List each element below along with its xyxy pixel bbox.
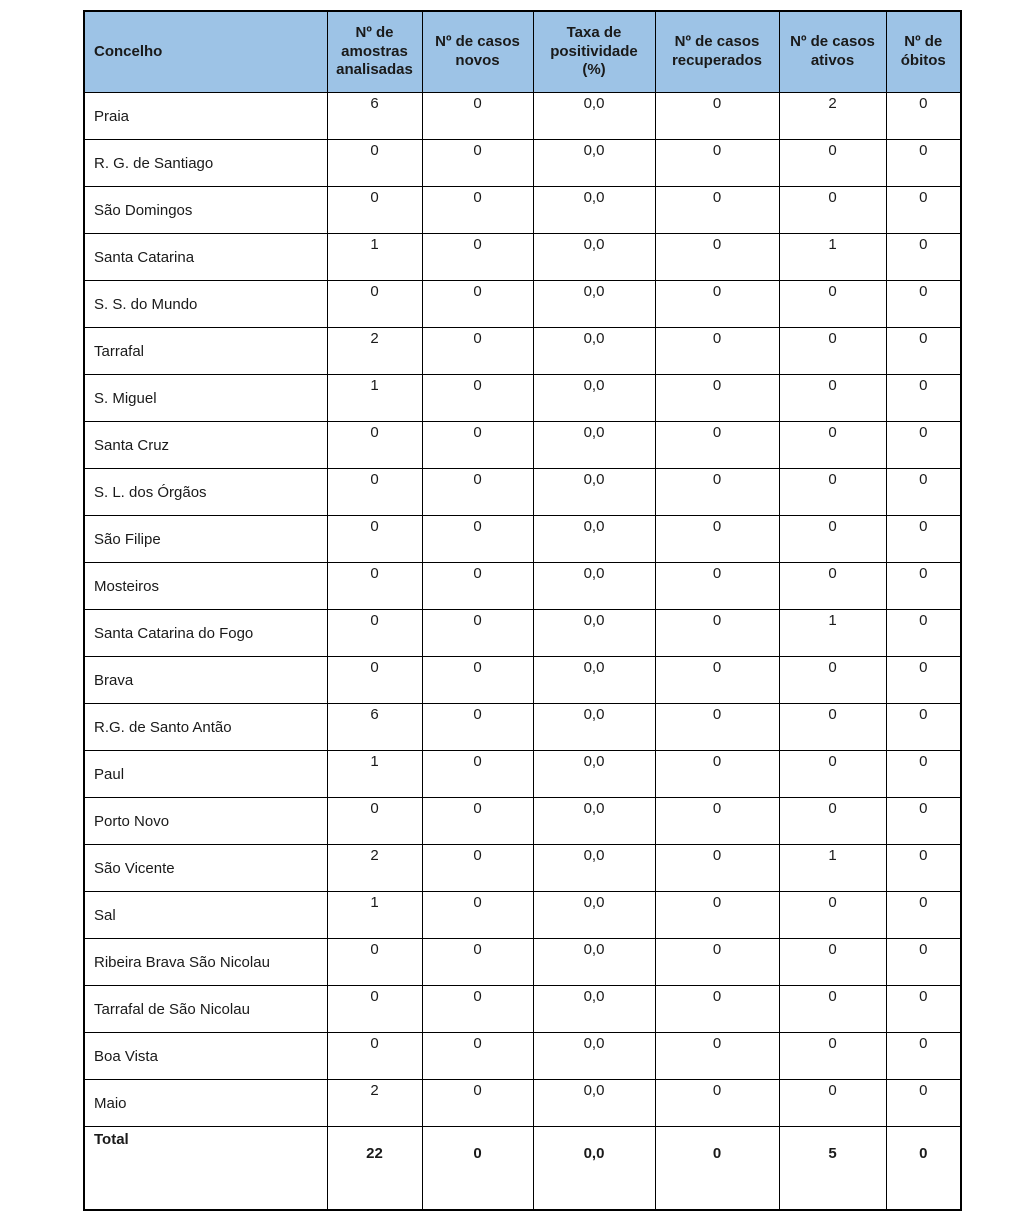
ativos-cell: 0: [779, 751, 886, 798]
obitos-cell: 0: [886, 422, 961, 469]
recuperados-cell: 0: [655, 704, 779, 751]
concelhos-covid-table: [83, 10, 962, 1211]
novos-cell: 0: [422, 140, 533, 187]
amostras-cell: 6: [327, 704, 422, 751]
concelho-cell: S. L. dos Órgãos: [84, 469, 327, 516]
obitos-cell: 0: [886, 93, 961, 140]
novos-cell: 0: [422, 187, 533, 234]
table-row: [84, 1080, 961, 1127]
obitos-cell: 0: [886, 328, 961, 375]
recuperados-cell: 0: [655, 751, 779, 798]
concelho-cell: S. S. do Mundo: [84, 281, 327, 328]
amostras-cell: 0: [327, 469, 422, 516]
novos-cell: 0: [422, 93, 533, 140]
obitos-cell: 0: [886, 610, 961, 657]
recuperados-cell: 0: [655, 1033, 779, 1080]
taxa-cell: 0,0: [533, 422, 655, 469]
amostras-cell: 0: [327, 939, 422, 986]
novos-cell: 0: [422, 657, 533, 704]
novos-cell: 0: [422, 986, 533, 1033]
concelho-cell: Boa Vista: [84, 1033, 327, 1080]
recuperados-cell: 0: [655, 939, 779, 986]
recuperados-cell: 0: [655, 93, 779, 140]
ativos-cell: 0: [779, 187, 886, 234]
total-row: [84, 1127, 961, 1211]
obitos-cell: 0: [886, 657, 961, 704]
table-row: [84, 939, 961, 986]
table-row: [84, 469, 961, 516]
ativos-cell: 0: [779, 1033, 886, 1080]
table-row: [84, 657, 961, 704]
table-row: [84, 281, 961, 328]
amostras-cell: 0: [327, 657, 422, 704]
concelho-cell: Ribeira Brava São Nicolau: [84, 939, 327, 986]
table-row: [84, 328, 961, 375]
table-row: [84, 422, 961, 469]
ativos-cell: 0: [779, 939, 886, 986]
concelho-cell: São Filipe: [84, 516, 327, 563]
table-row: [84, 375, 961, 422]
obitos-cell: 0: [886, 704, 961, 751]
recuperados-cell: 0: [655, 1127, 779, 1211]
amostras-cell: 0: [327, 516, 422, 563]
novos-cell: 0: [422, 516, 533, 563]
novos-cell: 0: [422, 798, 533, 845]
ativos-cell: 1: [779, 234, 886, 281]
taxa-cell: 0,0: [533, 187, 655, 234]
taxa-cell: 0,0: [533, 986, 655, 1033]
amostras-cell: 0: [327, 281, 422, 328]
obitos-cell: 0: [886, 469, 961, 516]
col-header-recuperados: Nº de casos recuperados: [655, 11, 779, 93]
taxa-cell: 0,0: [533, 657, 655, 704]
obitos-cell: 0: [886, 986, 961, 1033]
ativos-cell: 0: [779, 704, 886, 751]
table-row: [84, 1033, 961, 1080]
novos-cell: 0: [422, 845, 533, 892]
obitos-cell: 0: [886, 1033, 961, 1080]
recuperados-cell: 0: [655, 422, 779, 469]
obitos-cell: 0: [886, 892, 961, 939]
taxa-cell: 0,0: [533, 892, 655, 939]
novos-cell: 0: [422, 1033, 533, 1080]
taxa-cell: 0,0: [533, 328, 655, 375]
recuperados-cell: 0: [655, 610, 779, 657]
table-row: [84, 516, 961, 563]
ativos-cell: 0: [779, 469, 886, 516]
novos-cell: 0: [422, 939, 533, 986]
table-row: [84, 234, 961, 281]
col-header-amostras: Nº de amostras analisadas: [327, 11, 422, 93]
taxa-cell: 0,0: [533, 939, 655, 986]
recuperados-cell: 0: [655, 469, 779, 516]
table-row: [84, 140, 961, 187]
novos-cell: 0: [422, 281, 533, 328]
amostras-cell: 6: [327, 93, 422, 140]
recuperados-cell: 0: [655, 986, 779, 1033]
col-header-concelho: Concelho: [84, 11, 327, 93]
amostras-cell: 0: [327, 187, 422, 234]
novos-cell: 0: [422, 563, 533, 610]
obitos-cell: 0: [886, 798, 961, 845]
amostras-cell: 2: [327, 1080, 422, 1127]
taxa-cell: 0,0: [533, 375, 655, 422]
recuperados-cell: 0: [655, 328, 779, 375]
ativos-cell: 0: [779, 140, 886, 187]
ativos-cell: 1: [779, 845, 886, 892]
concelho-cell: Praia: [84, 93, 327, 140]
ativos-cell: 0: [779, 422, 886, 469]
concelho-cell: Porto Novo: [84, 798, 327, 845]
taxa-cell: 0,0: [533, 798, 655, 845]
taxa-cell: 0,0: [533, 610, 655, 657]
amostras-cell: 1: [327, 375, 422, 422]
concelho-cell: R. G. de Santiago: [84, 140, 327, 187]
novos-cell: 0: [422, 610, 533, 657]
ativos-cell: 0: [779, 657, 886, 704]
novos-cell: 0: [422, 892, 533, 939]
obitos-cell: 0: [886, 187, 961, 234]
novos-cell: 0: [422, 1080, 533, 1127]
concelho-cell: S. Miguel: [84, 375, 327, 422]
recuperados-cell: 0: [655, 657, 779, 704]
ativos-cell: 0: [779, 563, 886, 610]
recuperados-cell: 0: [655, 234, 779, 281]
ativos-cell: 5: [779, 1127, 886, 1211]
obitos-cell: 0: [886, 281, 961, 328]
obitos-cell: 0: [886, 751, 961, 798]
novos-cell: 0: [422, 328, 533, 375]
concelho-cell: São Vicente: [84, 845, 327, 892]
table-row: [84, 986, 961, 1033]
obitos-cell: 0: [886, 563, 961, 610]
recuperados-cell: 0: [655, 516, 779, 563]
taxa-cell: 0,0: [533, 93, 655, 140]
concelho-cell: Tarrafal de São Nicolau: [84, 986, 327, 1033]
novos-cell: 0: [422, 422, 533, 469]
novos-cell: 0: [422, 704, 533, 751]
recuperados-cell: 0: [655, 375, 779, 422]
table-row: [84, 892, 961, 939]
novos-cell: 0: [422, 751, 533, 798]
col-header-casos-novos: Nº de casos novos: [422, 11, 533, 93]
concelho-cell: R.G. de Santo Antão: [84, 704, 327, 751]
amostras-cell: 1: [327, 234, 422, 281]
amostras-cell: 0: [327, 1033, 422, 1080]
ativos-cell: 0: [779, 986, 886, 1033]
recuperados-cell: 0: [655, 1080, 779, 1127]
amostras-cell: 0: [327, 798, 422, 845]
ativos-cell: 0: [779, 798, 886, 845]
taxa-cell: 0,0: [533, 516, 655, 563]
taxa-cell: 0,0: [533, 1033, 655, 1080]
amostras-cell: 0: [327, 422, 422, 469]
table-row: [84, 563, 961, 610]
amostras-cell: 2: [327, 328, 422, 375]
concelho-cell: Paul: [84, 751, 327, 798]
ativos-cell: 0: [779, 328, 886, 375]
col-header-ativos: Nº de casos ativos: [779, 11, 886, 93]
recuperados-cell: 0: [655, 140, 779, 187]
concelho-cell: Maio: [84, 1080, 327, 1127]
amostras-cell: 0: [327, 563, 422, 610]
novos-cell: 0: [422, 375, 533, 422]
recuperados-cell: 0: [655, 798, 779, 845]
ativos-cell: 0: [779, 1080, 886, 1127]
concelho-cell: São Domingos: [84, 187, 327, 234]
obitos-cell: 0: [886, 845, 961, 892]
concelho-cell: Brava: [84, 657, 327, 704]
obitos-cell: 0: [886, 516, 961, 563]
taxa-cell: 0,0: [533, 751, 655, 798]
col-header-obitos: Nº de óbitos: [886, 11, 961, 93]
recuperados-cell: 0: [655, 892, 779, 939]
ativos-cell: 2: [779, 93, 886, 140]
taxa-cell: 0,0: [533, 281, 655, 328]
taxa-cell: 0,0: [533, 1127, 655, 1211]
amostras-cell: 2: [327, 845, 422, 892]
novos-cell: 0: [422, 234, 533, 281]
table-row: [84, 751, 961, 798]
amostras-cell: 22: [327, 1127, 422, 1211]
amostras-cell: 0: [327, 986, 422, 1033]
col-header-taxa-positividade: Taxa de positividade (%): [533, 11, 655, 93]
obitos-cell: 0: [886, 1127, 961, 1211]
amostras-cell: 1: [327, 892, 422, 939]
ativos-cell: 0: [779, 892, 886, 939]
taxa-cell: 0,0: [533, 234, 655, 281]
taxa-cell: 0,0: [533, 469, 655, 516]
header-row: [84, 11, 961, 93]
concelho-cell: Santa Catarina do Fogo: [84, 610, 327, 657]
obitos-cell: 0: [886, 1080, 961, 1127]
novos-cell: 0: [422, 1127, 533, 1211]
taxa-cell: 0,0: [533, 563, 655, 610]
obitos-cell: 0: [886, 234, 961, 281]
concelho-cell: Sal: [84, 892, 327, 939]
concelho-cell: Santa Cruz: [84, 422, 327, 469]
recuperados-cell: 0: [655, 845, 779, 892]
table-row: [84, 610, 961, 657]
concelho-cell: Tarrafal: [84, 328, 327, 375]
amostras-cell: 0: [327, 610, 422, 657]
obitos-cell: 0: [886, 939, 961, 986]
recuperados-cell: 0: [655, 187, 779, 234]
table-body: [84, 93, 961, 1211]
obitos-cell: 0: [886, 140, 961, 187]
table-row: [84, 798, 961, 845]
taxa-cell: 0,0: [533, 140, 655, 187]
taxa-cell: 0,0: [533, 704, 655, 751]
ativos-cell: 0: [779, 281, 886, 328]
amostras-cell: 1: [327, 751, 422, 798]
novos-cell: 0: [422, 469, 533, 516]
ativos-cell: 1: [779, 610, 886, 657]
recuperados-cell: 0: [655, 563, 779, 610]
taxa-cell: 0,0: [533, 1080, 655, 1127]
table-row: [84, 704, 961, 751]
obitos-cell: 0: [886, 375, 961, 422]
concelho-cell: Mosteiros: [84, 563, 327, 610]
taxa-cell: 0,0: [533, 845, 655, 892]
amostras-cell: 0: [327, 140, 422, 187]
ativos-cell: 0: [779, 516, 886, 563]
table-row: [84, 93, 961, 140]
table-row: [84, 187, 961, 234]
recuperados-cell: 0: [655, 281, 779, 328]
table-row: [84, 845, 961, 892]
concelho-cell: Santa Catarina: [84, 234, 327, 281]
concelho-cell: Total: [84, 1127, 327, 1211]
ativos-cell: 0: [779, 375, 886, 422]
